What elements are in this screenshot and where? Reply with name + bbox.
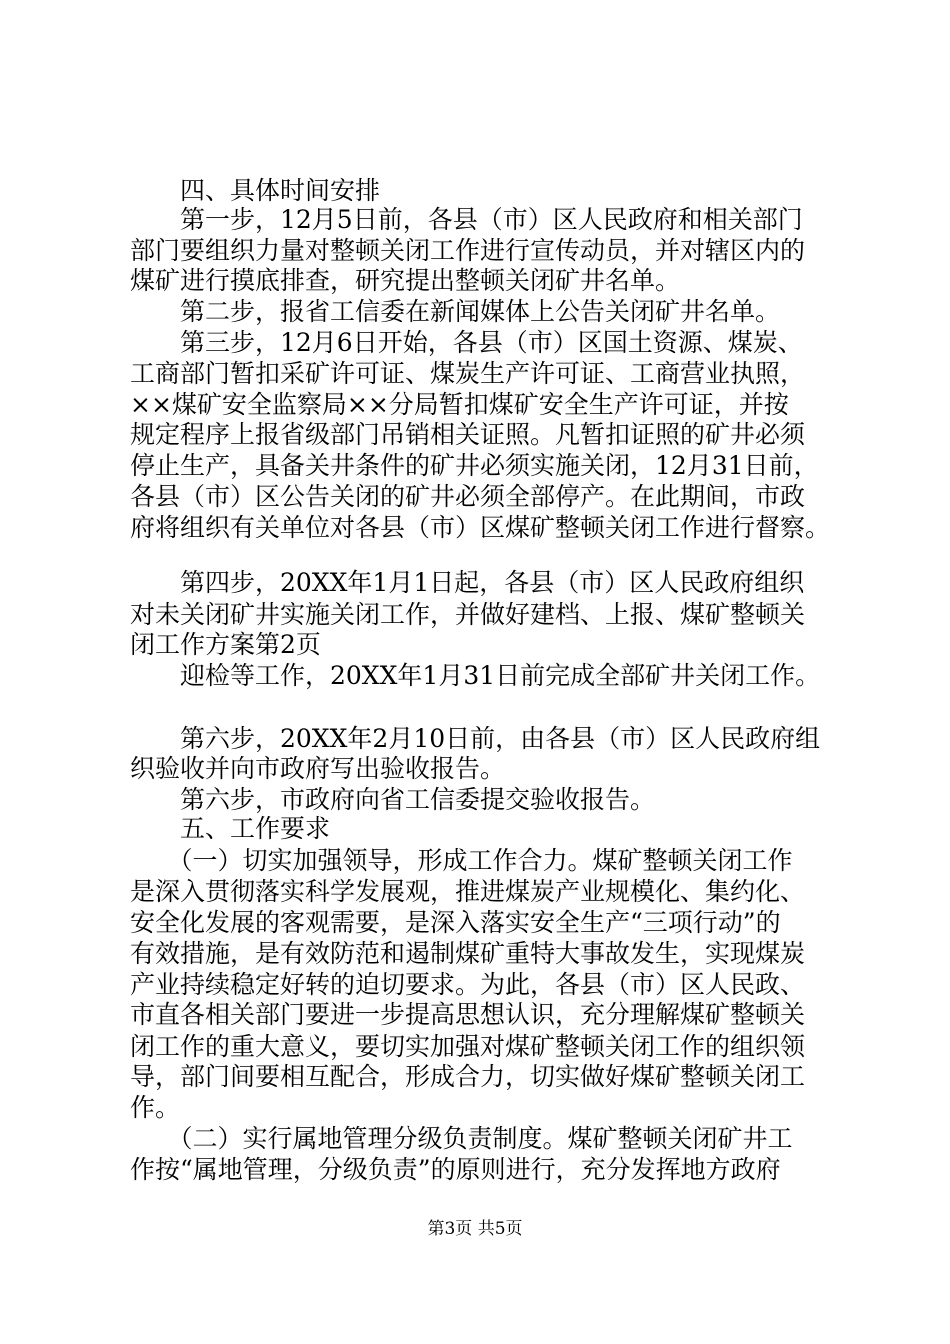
text-line: 作。 — [130, 1093, 181, 1122]
page-footer: 第3页 共5页 — [427, 1219, 523, 1239]
text-line: （二）实行属地管理分级负责制度。煤矿整顿关闭矿井工 — [130, 1124, 793, 1153]
text-line: 府将组织有关单位对各县（市）区煤矿整顿关闭工作进行督察。 — [130, 513, 831, 542]
text-line: 安全化发展的客观需要，是深入落实安全生产“三项行动”的 — [130, 908, 781, 937]
text-line: 煤矿进行摸底排查，研究提出整顿关闭矿井名单。 — [130, 266, 681, 295]
text-line: 第一步，12月5日前，各县（市）区人民政府和相关部门 — [130, 205, 803, 234]
text-line: 产业持续稳定好转的迫切要求。为此，各县（市）区人民政、 — [130, 970, 806, 999]
text-line: 迎检等工作，20XX年1月31日前完成全部矿井关闭工作。 — [130, 661, 821, 690]
text-line: 织验收并向市政府写出验收报告。 — [130, 754, 506, 783]
text-line: 是深入贯彻落实科学发展观，推进煤炭产业规模化、集约化、 — [130, 877, 806, 906]
text-line: 有效措施，是有效防范和遏制煤矿重特大事故发生，实现煤炭 — [130, 939, 806, 968]
text-line: 规定程序上报省级部门吊销相关证照。凡暂扣证照的矿井必须 — [130, 420, 806, 449]
text-line: 四、具体时间安排 — [130, 176, 381, 205]
text-line: 导，部门间要相互配合，形成合力，切实做好煤矿整顿关闭工 — [130, 1062, 806, 1091]
text-line: 五、工作要求 — [130, 814, 331, 843]
text-line: 停止生产，具备关井条件的矿井必须实施关闭，12月31日前， — [130, 451, 819, 480]
text-line: ××煤矿安全监察局××分局暂扣煤矿安全生产许可证，并按 — [130, 390, 789, 419]
text-line: 第三步，12月6日开始，各县（市）区国土资源、煤炭、 — [130, 328, 803, 357]
text-line: 工商部门暂扣采矿许可证、煤炭生产许可证、工商营业执照， — [130, 359, 806, 388]
text-line: 各县（市）区公告关闭的矿井必须全部停产。在此期间，市政 — [130, 482, 806, 511]
text-line: 对未关闭矿井实施关闭工作，并做好建档、上报、煤矿整顿关 — [130, 600, 806, 629]
text-line: （一）切实加强领导，形成工作合力。煤矿整顿关闭工作 — [130, 846, 793, 875]
text-line: 闭工作方案第2页 — [130, 630, 321, 659]
text-line: 部门要组织力量对整顿关闭工作进行宣传动员，并对辖区内的 — [130, 236, 806, 265]
text-line: 作按“属地管理，分级负责”的原则进行，充分发挥地方政府 — [130, 1155, 781, 1184]
text-line: 第二步，报省工信委在新闻媒体上公告关闭矿井名单。 — [130, 297, 781, 326]
text-line: 第四步，20XX年1月1日起，各县（市）区人民政府组织 — [130, 568, 805, 597]
text-line: 第六步，市政府向省工信委提交验收报告。 — [130, 785, 656, 814]
text-line: 第六步，20XX年2月10日前，由各县（市）区人民政府组 — [130, 724, 821, 753]
text-line: 闭工作的重大意义，要切实加强对煤矿整顿关闭工作的组织领 — [130, 1032, 806, 1061]
text-line: 市直各相关部门要进一步提高思想认识，充分理解煤矿整顿关 — [130, 1000, 806, 1029]
